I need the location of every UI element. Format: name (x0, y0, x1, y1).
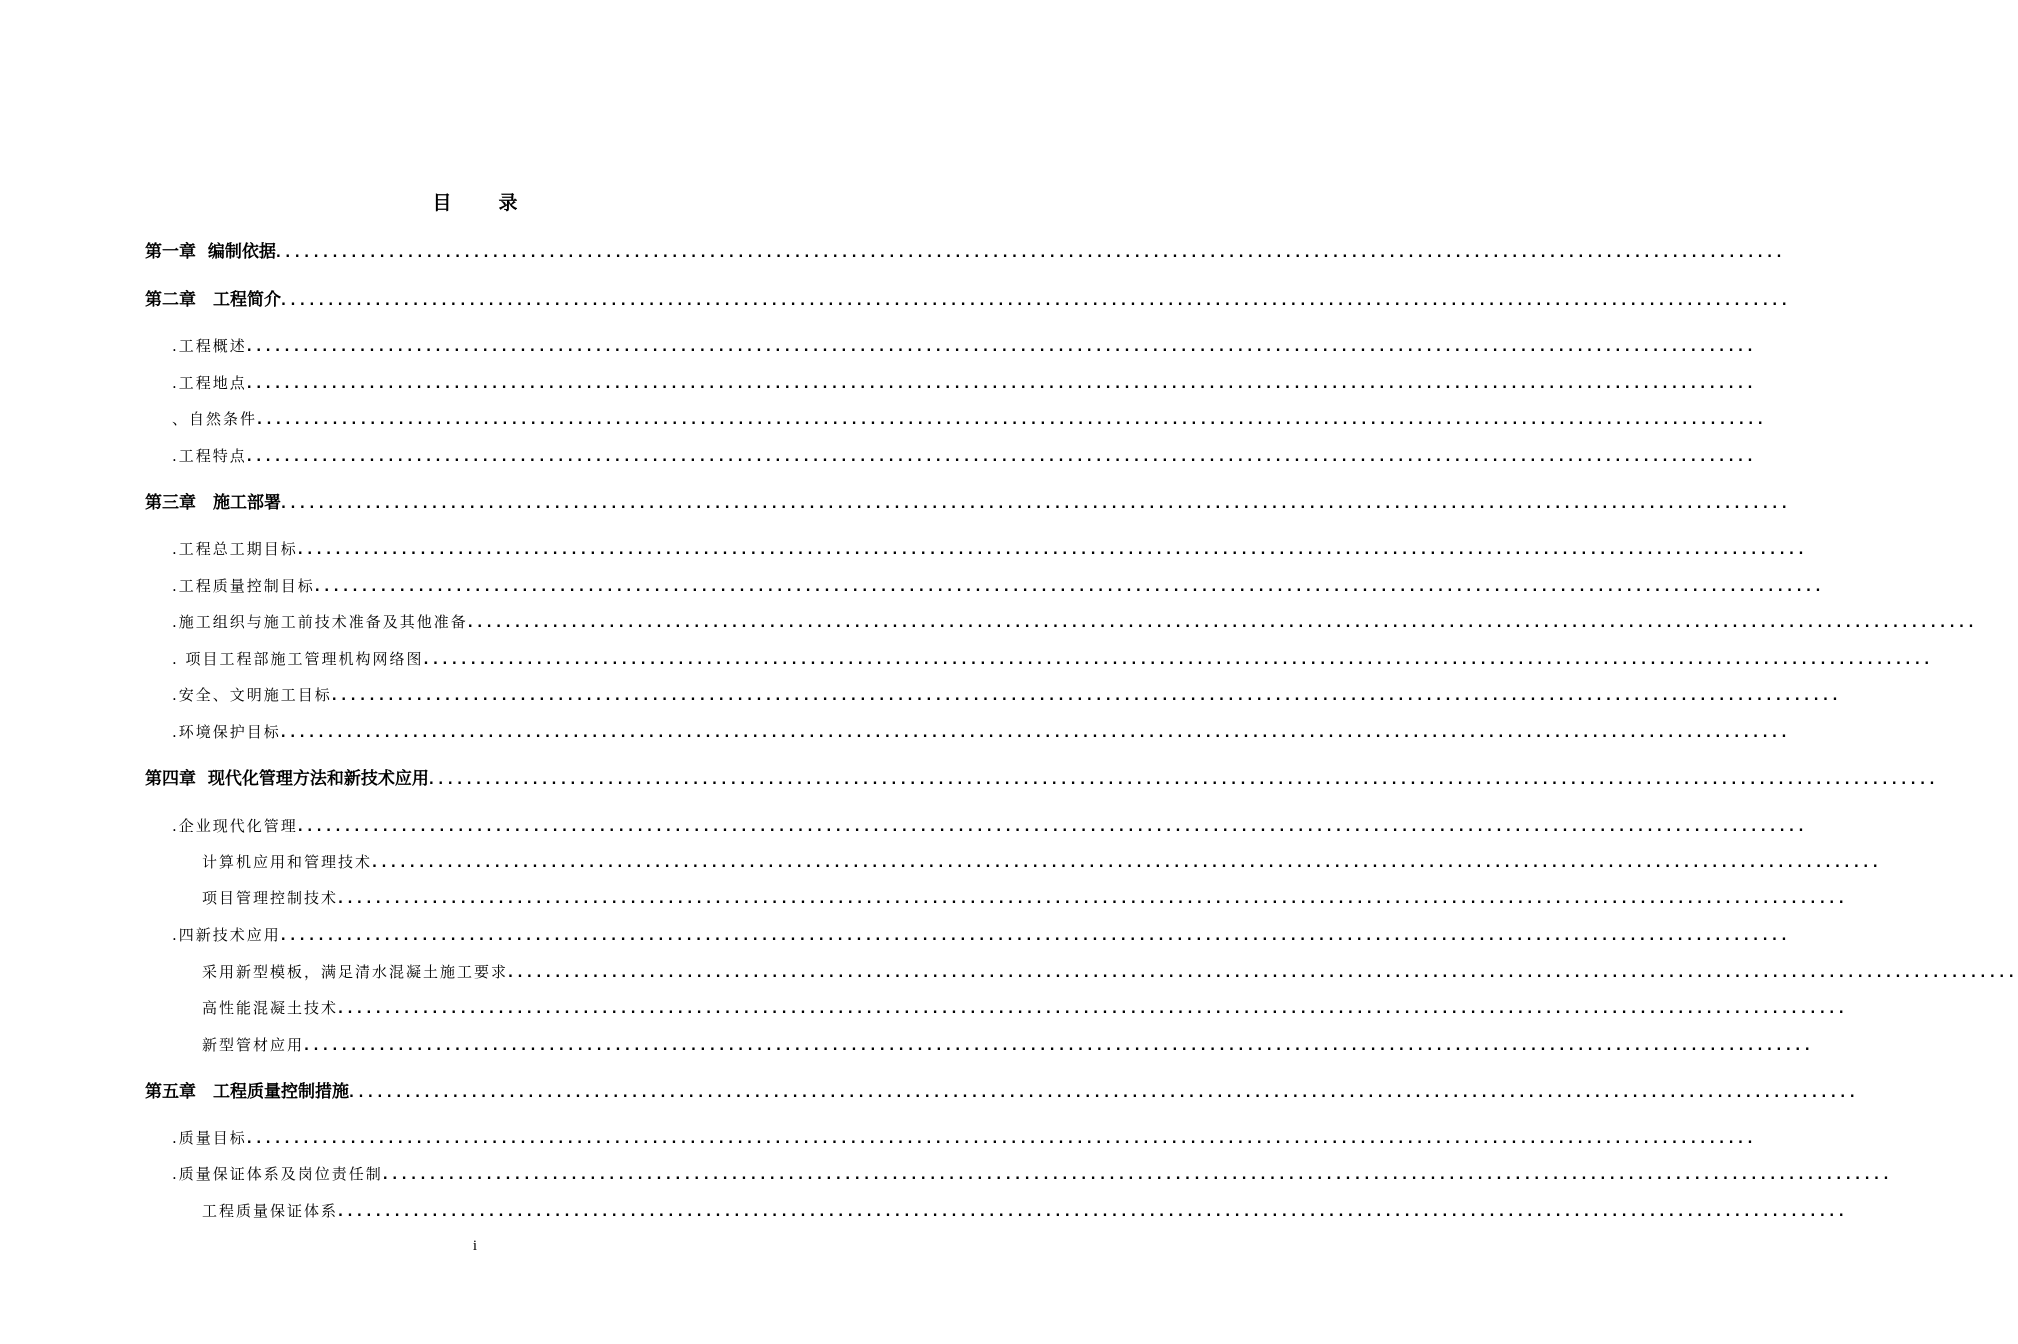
toc-entry[interactable] (172, 680, 1842, 706)
toc-entry[interactable] (202, 883, 1849, 909)
toc-dot-leader: ................................................................................................................................................................ (338, 892, 1849, 907)
toc-dot-leader: ................................................................................................................................................................ (331, 689, 1842, 704)
toc-dot-leader: ................................................................................................................................................................ (246, 340, 1757, 355)
toc-entry-label: .质量目标 (172, 1129, 247, 1147)
toc-entry[interactable] (172, 534, 1808, 560)
toc-dot-leader: ................................................................................................................................................................ (275, 246, 1786, 261)
toc-entry-label: 项目管理控制技术 (202, 889, 339, 907)
toc-entry-label: 第三章 施工部署 (145, 493, 281, 513)
toc-entry-label: 计算机应用和管理技术 (202, 853, 373, 871)
toc-dot-leader: ................................................................................................................................................................ (246, 377, 1757, 392)
toc-entry-label: 第二章 工程简介 (145, 290, 281, 310)
toc-entry[interactable] (172, 404, 1768, 430)
toc-entry-label: .安全、文明施工目标 (172, 686, 332, 704)
toc-dot-leader: ................................................................................................................................................................ (467, 616, 1978, 631)
toc-dot-leader: ................................................................................................................................................................ (281, 497, 1792, 512)
toc-chapter-entry[interactable] (145, 764, 1939, 790)
toc-entry-label: 第四章 现代化管理方法和新技术应用 (145, 769, 429, 789)
toc-entry[interactable] (172, 441, 1757, 467)
toc-entry-label: .工程地点 (172, 374, 247, 392)
toc-entry-label: 第五章 工程质量控制措施 (145, 1082, 349, 1102)
toc-entry[interactable] (172, 811, 1808, 837)
toc-entry-label: .工程概述 (172, 337, 247, 355)
toc-dot-leader: ................................................................................................................................................................ (281, 294, 1792, 309)
toc-dot-leader: ................................................................................................................................................................ (508, 966, 2018, 981)
toc-entry[interactable] (172, 717, 1791, 743)
toc-entry-label: 新型管材应用 (202, 1036, 305, 1054)
toc-entry-label: 、自然条件 (172, 410, 258, 428)
toc-entry-label: .四新技术应用 (172, 926, 281, 944)
toc-dot-leader: ................................................................................................................................................................ (246, 1132, 1757, 1147)
toc-dot-leader: ................................................................................................................................................................ (349, 1086, 1860, 1101)
toc-entry[interactable] (172, 1123, 1757, 1149)
toc-entry[interactable] (172, 607, 1978, 633)
toc-dot-leader: ................................................................................................................................................................ (423, 653, 1934, 668)
toc-dot-leader: ................................................................................................................................................................ (304, 1039, 1815, 1054)
toc-dot-leader: ................................................................................................................................................................ (246, 450, 1757, 465)
toc-entry-label: 第一章 编制依据 (145, 242, 276, 262)
toc-entry-label: . 项目工程部施工管理机构网络图 (172, 650, 424, 668)
toc-entry-label: .工程特点 (172, 447, 247, 465)
toc-title: 目 录 (432, 192, 532, 214)
toc-dot-leader: ................................................................................................................................................................ (314, 580, 1825, 595)
toc-entry[interactable] (172, 920, 1791, 946)
page-number: i (472, 1238, 478, 1254)
toc-dot-leader: ................................................................................................................................................................ (280, 929, 1791, 944)
toc-dot-leader: ................................................................................................................................................................ (297, 820, 1808, 835)
toc-entry-label: 采用新型模板，满足清水混凝土施工要求 (202, 963, 509, 981)
toc-chapter-entry[interactable] (145, 285, 1792, 311)
toc-entry-label: .工程质量控制目标 (172, 577, 315, 595)
toc-entry[interactable] (202, 993, 1849, 1019)
toc-chapter-entry[interactable] (145, 237, 1786, 263)
toc-entry[interactable] (202, 1030, 1815, 1056)
toc-dot-leader: ................................................................................................................................................................ (280, 726, 1791, 741)
toc-dot-leader: ................................................................................................................................................................ (382, 1168, 1893, 1183)
toc-dot-leader: ................................................................................................................................................................ (297, 543, 1808, 558)
toc-entry-label: .质量保证体系及岗位责任制 (172, 1165, 383, 1183)
toc-entry[interactable] (172, 571, 1825, 597)
toc-entry-label: 高性能混凝土技术 (202, 999, 339, 1017)
toc-entry[interactable] (172, 331, 1757, 357)
toc-dot-leader: ................................................................................................................................................................ (257, 413, 1768, 428)
toc-chapter-entry[interactable] (145, 1077, 1860, 1103)
toc-entry[interactable] (172, 1159, 1893, 1185)
toc-dot-leader: ................................................................................................................................................................ (338, 1002, 1849, 1017)
toc-dot-leader: ................................................................................................................................................................ (338, 1205, 1849, 1220)
toc-entry[interactable] (172, 368, 1757, 394)
toc-entry-label: .企业现代化管理 (172, 817, 298, 835)
toc-entry[interactable] (202, 847, 1883, 873)
toc-entry-label: .施工组织与施工前技术准备及其他准备 (172, 613, 468, 631)
toc-entry[interactable] (202, 957, 2018, 983)
toc-dot-leader: ................................................................................................................................................................ (428, 773, 1939, 788)
toc-entry-label: 工程质量保证体系 (202, 1202, 339, 1220)
toc-chapter-entry[interactable] (145, 488, 1792, 514)
toc-entry-label: .工程总工期目标 (172, 540, 298, 558)
toc-entry[interactable] (172, 644, 1934, 670)
toc-entry-label: .环境保护目标 (172, 723, 281, 741)
toc-dot-leader: ................................................................................................................................................................ (372, 856, 1883, 871)
toc-entry[interactable] (202, 1196, 1849, 1222)
